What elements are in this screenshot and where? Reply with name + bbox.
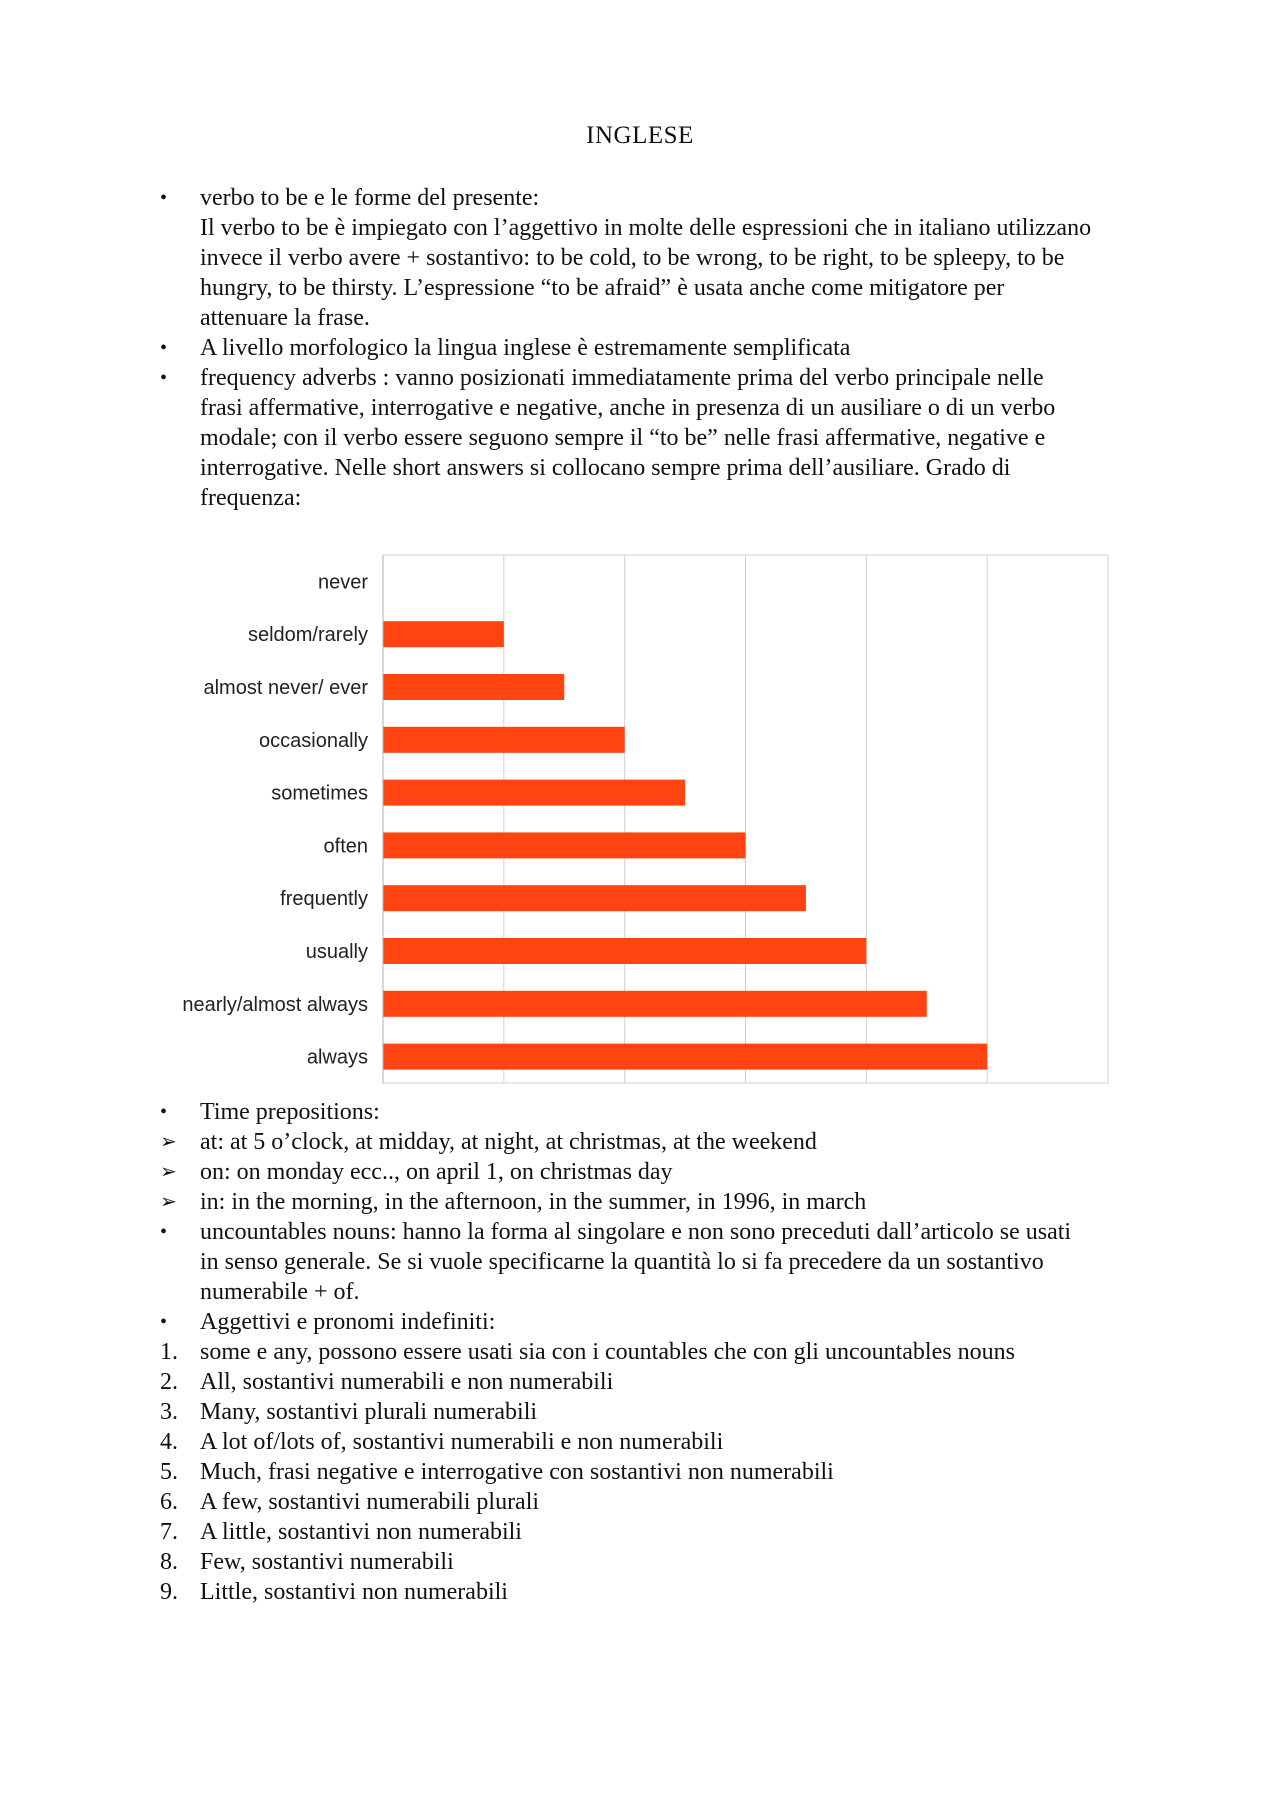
- numbered-item: [160, 1487, 1160, 1517]
- text-line: uncountables nouns: hanno la forma al singolare e non sono preceduti dall’articolo se usati: [200, 1219, 1072, 1245]
- text-line: hungry, to be thirsty. L’espressione “to be afraid” è usata anche come mitigatore per: [200, 275, 1005, 301]
- item-number: 8.: [160, 1549, 178, 1575]
- bullet-icon: •: [160, 187, 168, 209]
- item-number: 3.: [160, 1399, 178, 1425]
- text-line: Few, sostantivi numerabili: [200, 1549, 454, 1575]
- bar-always: [383, 1044, 987, 1070]
- numbered-item: [160, 1427, 1160, 1457]
- text-line: frasi affermative, interrogative e negative, anche in presenza di un ausiliare o di un verbo: [200, 395, 1056, 421]
- category-label: frequently: [280, 888, 368, 911]
- text-line: modale; con il verbo essere seguono sempre il “to be” nelle frasi affermative, negative e: [200, 425, 1046, 451]
- text-line: attenuare la frase.: [200, 305, 370, 331]
- page-title: INGLESE: [586, 122, 694, 149]
- numbered-item: [160, 1397, 1160, 1427]
- bar-nearly-almost-always: [383, 991, 927, 1017]
- list-item: [160, 1127, 1160, 1157]
- text-line: numerabile + of.: [200, 1279, 360, 1305]
- frequency-chart: [160, 552, 1110, 1092]
- text-line: Il verbo to be è impiegato con l’aggettivo in molte delle espressioni che in italiano utilizzano: [200, 215, 1092, 241]
- category-label: nearly/almost always: [182, 993, 368, 1016]
- text-line: Many, sostantivi plurali numerabili: [200, 1399, 538, 1425]
- category-label: sometimes: [271, 782, 368, 805]
- item-number: 1.: [160, 1339, 178, 1365]
- list-item: [160, 1097, 1160, 1127]
- text-line: A livello morfologico la lingua inglese è estremamente semplificata: [200, 335, 851, 361]
- text-line: All, sostantivi numerabili e non numerabili: [200, 1369, 614, 1395]
- section-prepositions: [160, 1097, 1160, 1607]
- category-label: often: [323, 835, 368, 858]
- bar-often: [383, 832, 746, 858]
- arrow-bullet-icon: ➢: [160, 1131, 177, 1153]
- category-label: never: [317, 571, 368, 594]
- item-number: 5.: [160, 1459, 178, 1485]
- text-line: Little, sostantivi non numerabili: [200, 1579, 508, 1605]
- numbered-item: [160, 1367, 1160, 1397]
- list-item: [160, 183, 1160, 333]
- text-line: A little, sostantivi non numerabili: [200, 1519, 522, 1545]
- list-item: [160, 1157, 1160, 1187]
- bar-seldom-rarely: [383, 621, 504, 647]
- text-line: Much, frasi negative e interrogative con sostantivi non numerabili: [200, 1459, 834, 1485]
- text-line: Aggettivi e pronomi indefiniti:: [200, 1309, 496, 1335]
- text-line: at: at 5 o’clock, at midday, at night, at christmas, at the weekend: [200, 1129, 817, 1155]
- category-label: usually: [305, 941, 368, 963]
- bullet-icon: •: [160, 337, 168, 359]
- text-line: A lot of/lots of, sostantivi numerabili e non numerabili: [200, 1429, 724, 1455]
- bar-occasionally: [383, 727, 625, 753]
- item-number: 6.: [160, 1489, 178, 1515]
- text-line: interrogative. Nelle short answers si collocano sempre prima dell’ausiliare. Grado di: [200, 455, 1011, 481]
- text-line: on: on monday ecc.., on april 1, on christmas day: [200, 1159, 673, 1185]
- text-line: some e any, possono essere usati sia con i countables che con gli uncountables nouns: [200, 1339, 1015, 1365]
- bullet-icon: •: [160, 1101, 168, 1123]
- numbered-item: [160, 1457, 1160, 1487]
- bullet-label: verbo to be e le forme del presente:: [200, 185, 540, 211]
- bullet-icon: •: [160, 1221, 168, 1243]
- list-item: [160, 363, 1160, 513]
- section-verbo-to-be: [160, 183, 1160, 513]
- list-item: [160, 1217, 1160, 1307]
- bar-usually: [383, 938, 866, 964]
- item-number: 2.: [160, 1369, 178, 1395]
- text-line: in: in the morning, in the afternoon, in the summer, in 1996, in march: [200, 1189, 867, 1215]
- bar-sometimes: [383, 780, 685, 806]
- text-line: Time prepositions:: [200, 1099, 380, 1125]
- text-line: in senso generale. Se si vuole specificarne la quantità lo si fa precedere da un sostantivo: [200, 1249, 1044, 1275]
- list-item: [160, 1187, 1160, 1217]
- item-number: 4.: [160, 1429, 178, 1455]
- numbered-item: [160, 1517, 1160, 1547]
- list-item: [160, 1307, 1160, 1337]
- text-line: A few, sostantivi numerabili plurali: [200, 1489, 540, 1515]
- category-label: occasionally: [259, 729, 368, 752]
- text-line: frequenza:: [200, 485, 302, 511]
- bar-almost-never-ever: [383, 674, 564, 700]
- arrow-bullet-icon: ➢: [160, 1191, 177, 1213]
- list-item: [160, 333, 1160, 363]
- numbered-item: [160, 1577, 1160, 1607]
- text-line: frequency adverbs : vanno posizionati immediatamente prima del verbo principale nelle: [200, 365, 1044, 391]
- frequency-bar-chart: [160, 552, 1110, 1092]
- category-label: seldom/rarely: [247, 624, 368, 647]
- category-label: almost never/ ever: [203, 677, 368, 699]
- item-number: 7.: [160, 1519, 178, 1545]
- text-line: invece il verbo avere + sostantivo: to be cold, to be wrong, to be right, to be spleepy, to be: [200, 245, 1065, 271]
- bar-frequently: [383, 885, 806, 911]
- bullet-icon: •: [160, 367, 168, 389]
- numbered-item: [160, 1547, 1160, 1577]
- item-number: 9.: [160, 1579, 178, 1605]
- category-label: always: [306, 1046, 368, 1069]
- arrow-bullet-icon: ➢: [160, 1161, 177, 1183]
- numbered-item: [160, 1337, 1160, 1367]
- bullet-icon: •: [160, 1311, 168, 1333]
